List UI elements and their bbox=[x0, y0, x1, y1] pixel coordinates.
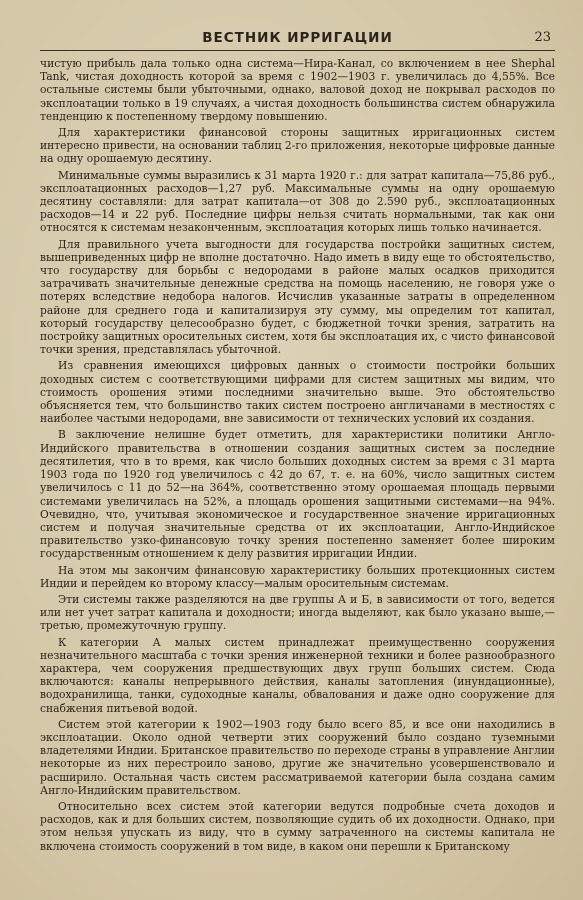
paragraph: Для характеристики финансовой стороны защитных ирригационных систем интересно привести, на основании таблиц 2-го приложения, некоторые цифровые данные на одну орошаемую десятину. bbox=[40, 126, 555, 166]
paragraph: Из сравнения имеющихся цифровых данных о стоимости постройки больших доходных систем с соответствующими цифрами для систем защитных мы видим, что стоимость орошения этими последними значительно выше. Это обстоятельство объясняется тем, что большинство таких систем построено англичанами в местностях с наиболее частыми недородами, вне зависимости от технических условий их создания. bbox=[40, 359, 555, 426]
paragraph: Относительно всех систем этой категории ведутся подробные счета доходов и расходов, как и для больших систем, позволяющие судить об их доходности. Однако, при этом нельзя упускать из виду, что в сумму затраченного на системы капитала не включена стоимость сооружений в том виде, в каком они перешли к Британскому bbox=[40, 799, 555, 853]
paragraph: чистую прибыль дала только одна система—Нира-Канал, со включением в нее Shephal Tank, чистая доходность которой за время с 1902—1903 г. увеличилась до 4,55%. Все остальные системы были убыточными, однако, валовой доход не покрывал расходов по эксплоатации только в 19 случаях, а чистая доходность большинства систем обнаружила тенденцию к постепенному твердому повышению. bbox=[40, 57, 555, 123]
paragraph: К категории А малых систем принадлежат преимущественно сооружения незначительного масштаба с точки зрения инженерной техники и более разнообразного характера, чем сооружения предшествующих двух групп больших систем. Сюда включаются: каналы непрерывного действия, каналы затопления (инундационные), водохранилища, танки, судоходные каналы, обвалования и даже одно сооружение для снабжения питьевой водой. bbox=[40, 635, 555, 715]
text-body bbox=[40, 57, 555, 853]
paragraph: На этом мы закончим финансовую характеристику больших протекционных систем Индии и перейдем ко второму классу—малым оросительным системам. bbox=[40, 563, 555, 590]
paragraph: Для правильного учета выгодности для государства постройки защитных систем, вышеприведенных цифр не вполне достаточно. Надо иметь в виду еще то обстоятельство, что государству для борьбы с недородами в районе малых осадков приходится затрачивать значительные денежные средства на помощь населению, не говоря уже о потерях вследствие недобора налогов. Исчислив указанные затраты в определенном районе для среднего года и капитализируя эту сумму, мы определим тот капитал, который государству целесообразно будет, с бюджетной точки зрения, затратить на постройку защитных оросительных систем, хотя бы эксплоатация их, с чисто финансовой точки зрения, представлялась убыточной. bbox=[40, 237, 555, 357]
paragraph: Минимальные суммы выразились к 31 марта 1920 г.: для затрат капитала—75,86 руб., эксплоатационных расходов—1,27 руб. Максимальные суммы на одну орошаемую десятину составляли: для затрат капитала—от 308 до 2.590 руб., эксплоатационных расходов—14 и 22 руб. Последние цифры нельзя считать нормальными, так как они относятся к системам незаконченным, эксплоатация которых лишь только начинается. bbox=[40, 168, 555, 235]
running-header bbox=[40, 30, 555, 51]
paragraph: Эти системы также разделяются на две группы А и Б, в зависимости от того, ведется или нет учет затрат капитала и доходности; иногда выделяют, как было указано выше,—третью, промежуточную группу. bbox=[40, 592, 555, 633]
journal-title: ВЕСТНИК ИРРИГАЦИИ bbox=[202, 30, 393, 46]
paragraph: Систем этой категории к 1902—1903 году было всего 85, и все они находились в эксплоатации. Около одной четверти этих сооружений было создано туземными владетелями Индии. Британское правительство по переходе страны в управление Англии некоторые из них перестроило заново, другие же значительно усовершенствовало и расширило. Остальная часть систем рассматриваемой категории была создана самим Англо-Индийским правительством. bbox=[40, 717, 555, 797]
paragraph: В заключение нелишне будет отметить, для характеристики политики Англо-Индийского правительства в отношении создания защитных систем за последние десятилетия, что в то время, как число больших доходных систем за время с 31 марта 1903 года по 1920 год увеличилось с 42 до 67, т. е. на 60%, число защитных систем увеличилось с 11 до 52—на 364%, соответственно этому орошаемая площадь первыми системами увеличилась на 52%, а площадь орошения защитными системами—на 94%. Очевидно, что, учитывая экономическое и государственное значение ирригационных систем и получая значительные средства от их эксплоатации, Англо-Индийское правительство узко-финансовую точку зрения постепенно заменяет более широким государственным отношением к делу развития ирригации Индии. bbox=[40, 428, 555, 561]
page-number: 23 bbox=[534, 30, 551, 45]
